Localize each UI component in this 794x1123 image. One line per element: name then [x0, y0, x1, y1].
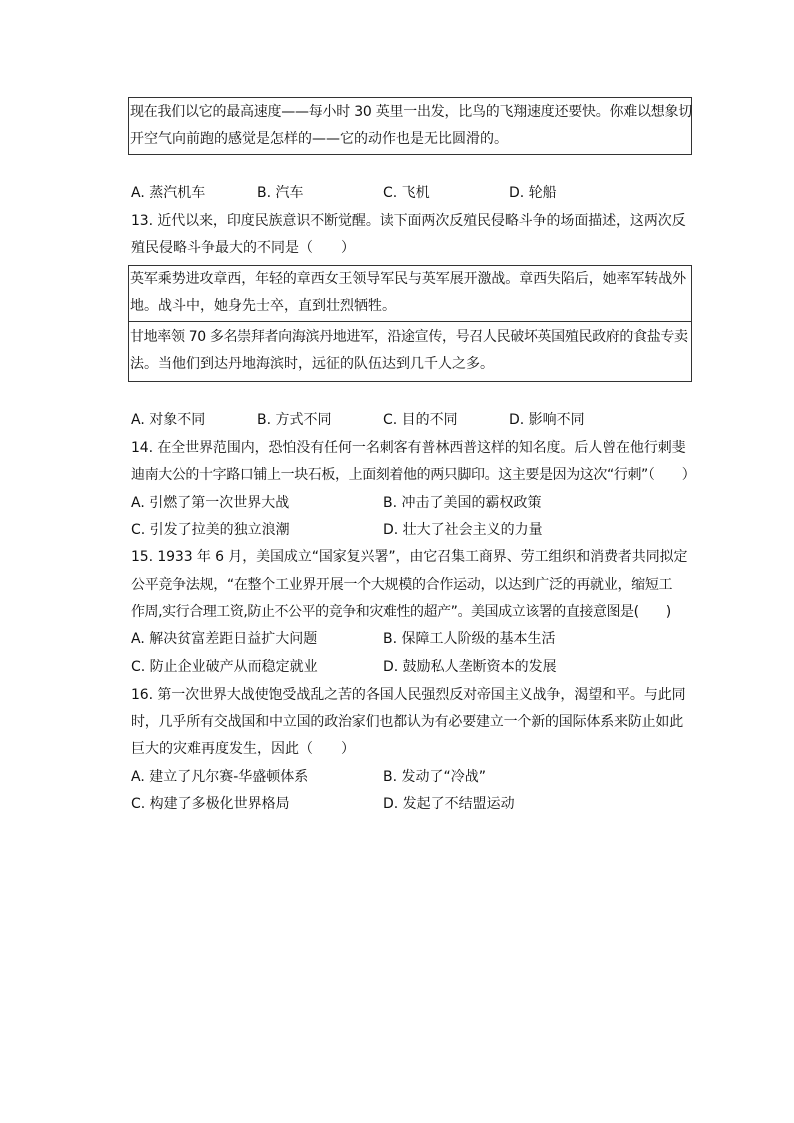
q12-passage-line-1: 现在我们以它的最高速度——每小时 30 英里一出发，比鸟的飞翔速度还要快。你难以想象切: [130, 104, 692, 120]
q12-passage-box: [128, 97, 692, 155]
q12-passage-line-2: 开空气向前跑的感觉是怎样的——它的动作也是无比圆滑的。: [130, 131, 508, 147]
q14-option-d[interactable]: D. 壮大了社会主义的力量: [383, 522, 543, 538]
q12-option-a[interactable]: A. 蒸汽机车: [131, 185, 206, 201]
q15-option-c[interactable]: C. 防止企业破产从而稳定就业: [131, 659, 318, 675]
q13-option-b[interactable]: B. 方式不同: [257, 412, 332, 428]
q16-option-a[interactable]: A. 建立了凡尔赛-华盛顿体系: [131, 769, 309, 785]
q14-option-c[interactable]: C. 引发了拉美的独立浪潮: [131, 522, 290, 538]
q13-passage-divider: [129, 321, 691, 322]
q14-stem-line-2: 迪南大公的十字路口铺上一块石板，上面刻着他的两只脚印。这主要是因为这次“行刺”（ ）: [131, 467, 696, 483]
q16-option-b[interactable]: B. 发动了“冷战”: [383, 769, 487, 785]
q16-stem-line-1: 16. 第一次世界大战使饱受战乱之苦的各国人民强烈反对帝国主义战争，渴望和平。与此同: [131, 687, 686, 703]
q12-option-d[interactable]: D. 轮船: [509, 185, 557, 201]
q13-passage2-line-2: 法。当他们到达丹地海滨时，远征的队伍达到几千人之多。: [130, 356, 494, 372]
q15-stem-line-3: 作周,实行合理工资,防止不公平的竞争和灾难性的超产”。美国成立该署的直接意图是( ): [131, 604, 671, 620]
q13-option-a[interactable]: A. 对象不同: [131, 412, 206, 428]
q13-stem-line-2: 殖民侵略斗争最大的不同是（ ）: [131, 240, 355, 256]
q15-stem-line-2: 公平竞争法规，“在整个工业界开展一个大规模的合作运动，以达到广泛的再就业，缩短工: [131, 577, 673, 593]
q14-option-b[interactable]: B. 冲击了美国的霸权政策: [383, 495, 542, 511]
q12-option-c[interactable]: C. 飞机: [383, 185, 430, 201]
q12-option-b[interactable]: B. 汽车: [257, 185, 304, 201]
q14-stem-line-1: 14. 在全世界范围内，恐怕没有任何一名刺客有普林西普这样的知名度。后人曾在他行刺斐: [131, 440, 686, 456]
q15-stem-line-1: 15. 1933 年 6 月，美国成立“国家复兴署”，由它召集工商界、劳工组织和消费者共同拟定: [131, 549, 688, 565]
q13-stem-line-1: 13. 近代以来，印度民族意识不断觉醒。读下面两次反殖民侵略斗争的场面描述，这两次反: [131, 213, 686, 229]
q15-option-b[interactable]: B. 保障工人阶级的基本生活: [383, 631, 556, 647]
q13-passage1-line-1: 英军乘势进攻章西，年轻的章西女王领导军民与英军展开激战。章西失陷后，她率军转战外: [130, 271, 686, 287]
q13-option-d[interactable]: D. 影响不同: [509, 412, 585, 428]
q16-stem-line-2: 时，几乎所有交战国和中立国的政治家们也都认为有必要建立一个新的国际体系来防止如此: [131, 714, 683, 730]
q15-option-d[interactable]: D. 鼓励私人垄断资本的发展: [383, 659, 557, 675]
q13-passage1-line-2: 地。战斗中，她身先士卒，直到壮烈牺牲。: [130, 298, 396, 314]
q16-stem-line-3: 巨大的灾难再度发生，因此（ ）: [131, 741, 355, 757]
q14-option-a[interactable]: A. 引燃了第一次世界大战: [131, 495, 290, 511]
q15-option-a[interactable]: A. 解决贫富差距日益扩大问题: [131, 631, 318, 647]
q13-option-c[interactable]: C. 目的不同: [383, 412, 458, 428]
q13-passage2-line-1: 甘地率领 70 多名崇拜者向海滨丹地进军，沿途宣传，号召人民破坏英国殖民政府的食盐专卖: [130, 329, 688, 345]
q16-option-d[interactable]: D. 发起了不结盟运动: [383, 796, 515, 812]
q13-passages-box: [128, 265, 692, 382]
q16-option-c[interactable]: C. 构建了多极化世界格局: [131, 796, 290, 812]
